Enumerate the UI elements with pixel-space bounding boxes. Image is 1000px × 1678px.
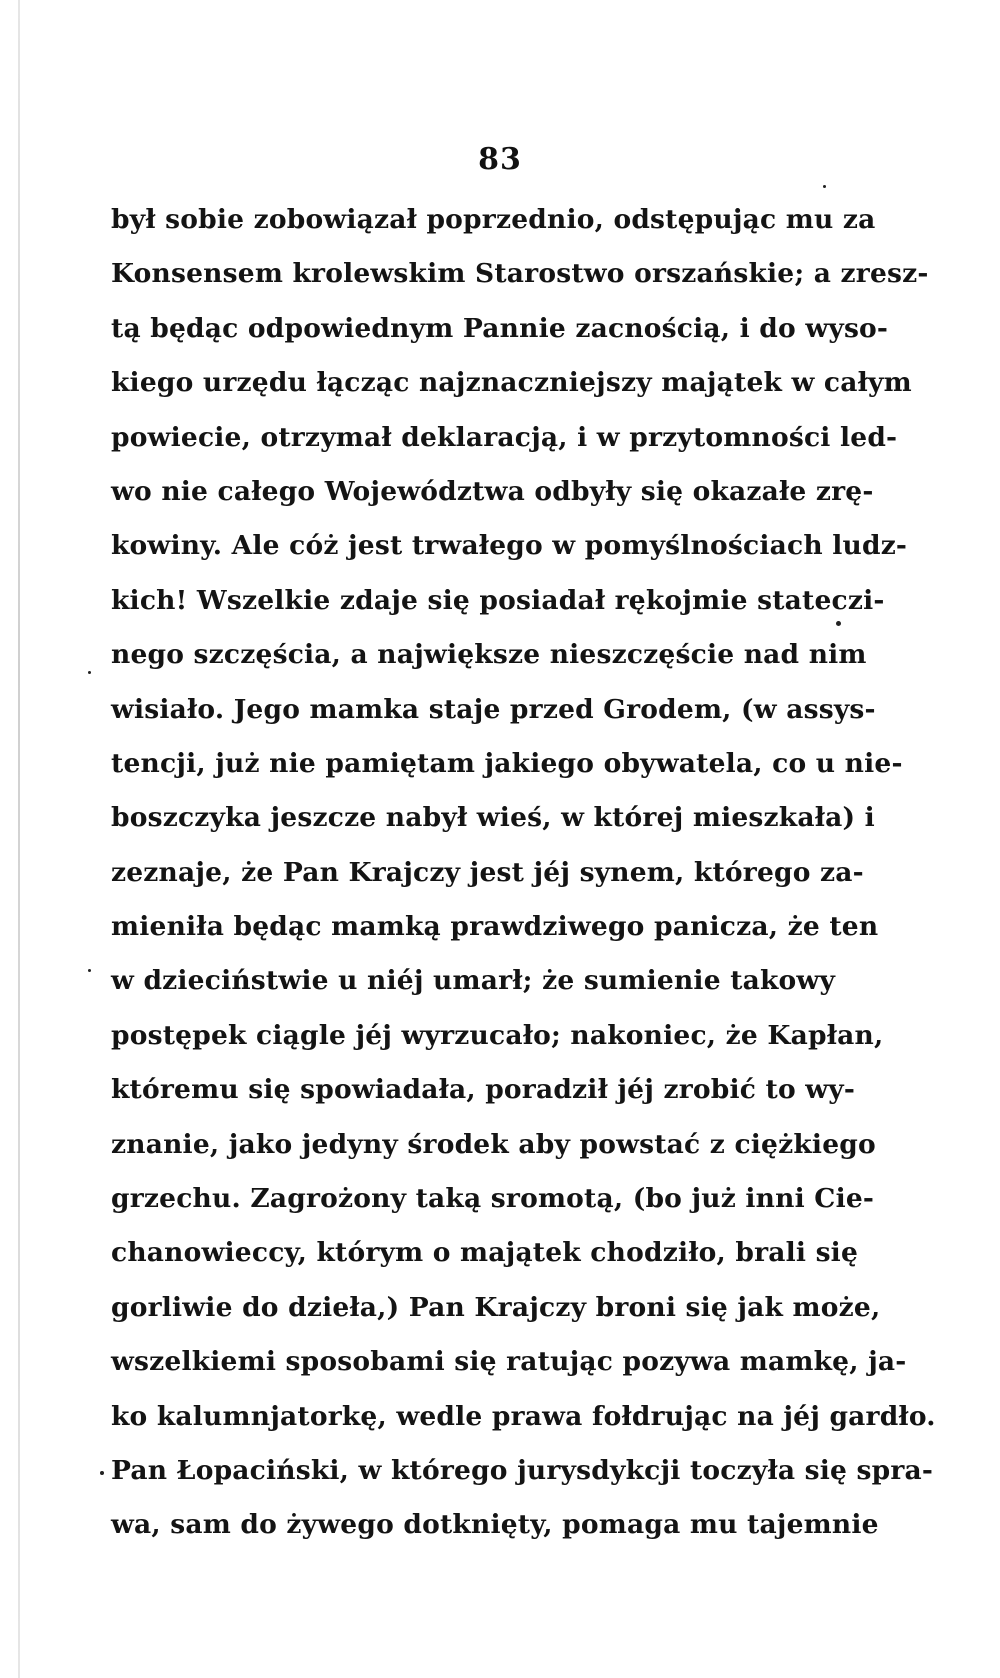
text-line-16: postępek ciągle jéj wyrzucało; nakoniec, że Kapłan,	[111, 1019, 884, 1051]
print-speck	[88, 671, 91, 674]
print-speck	[836, 621, 841, 626]
text-line-20: chanowieccy, którym o majątek chodziło, brali się	[111, 1237, 859, 1269]
text-line-12: boszczyka jeszcze nabył wieś, w której mieszkała) i	[111, 802, 875, 834]
text-line-6: wo nie całego Województwa odbyły się okazałe zrę-	[111, 475, 874, 507]
text-line-1: był sobie zobowiązał poprzednio, odstępując mu za	[111, 204, 876, 235]
print-speck	[100, 1471, 104, 1475]
text-line-4: kiego urzędu łącząc najznaczniejszy majątek w całym	[111, 367, 912, 399]
text-line-7: kowiny. Ale cóż jest trwałego w pomyślnościach ludz-	[111, 530, 908, 562]
print-speck	[823, 185, 826, 188]
text-line-18: znanie, jako jedyny środek aby powstać z ciężkiego	[111, 1128, 876, 1160]
text-line-9: nego szczęścia, a największe nieszczęście nad nim	[111, 639, 867, 671]
body-text	[111, 193, 936, 1553]
page-edge-shadow	[18, 0, 20, 1678]
text-line-8: kich! Wszelkie zdaje się posiadał rękojmie stateczi-	[111, 584, 885, 616]
text-line-19: grzechu. Zagrożony taką sromotą, (bo już inni Cie-	[111, 1183, 875, 1215]
text-line-10: wisiało. Jego mamka staje przed Grodem, (w assys-	[111, 693, 876, 725]
text-line-3: tą będąc odpowiednym Pannie zacnością, i do wyso-	[111, 312, 889, 344]
text-line-11: tencji, już nie pamiętam jakiego obywatela, co u nie-	[111, 747, 903, 779]
text-line-5: powiecie, otrzymał deklaracją, i w przytomności led-	[111, 421, 898, 453]
text-line-13: zeznaje, że Pan Krajczy jest jéj synem, którego za-	[111, 856, 864, 888]
text-line-22: wszelkiemi sposobami się ratując pozywa mamkę, ja-	[111, 1346, 907, 1378]
text-line-23: ko kalumnjatorkę, wedle prawa fołdrując na jéj gardło.	[111, 1400, 936, 1432]
text-line-14: mieniła będąc mamką prawdziwego panicza, że ten	[111, 911, 879, 943]
text-line-2: Konsensem krolewskim Starostwo orszańskie; a zresz-	[111, 258, 929, 290]
print-speck	[88, 969, 91, 972]
page-number: 83	[478, 142, 522, 177]
text-line-25: wa, sam do żywego dotknięty, pomaga mu tajemnie	[111, 1509, 879, 1541]
text-line-15: w dzieciństwie u niéj umarł; że sumienie takowy	[111, 965, 836, 997]
text-line-21: gorliwie do dzieła,) Pan Krajczy broni się jak może,	[111, 1291, 881, 1323]
text-line-24: Pan Łopaciński, w którego jurysdykcji toczyła się spra-	[111, 1454, 934, 1486]
text-line-17: któremu się spowiadała, poradził jéj zrobić to wy-	[111, 1074, 856, 1106]
